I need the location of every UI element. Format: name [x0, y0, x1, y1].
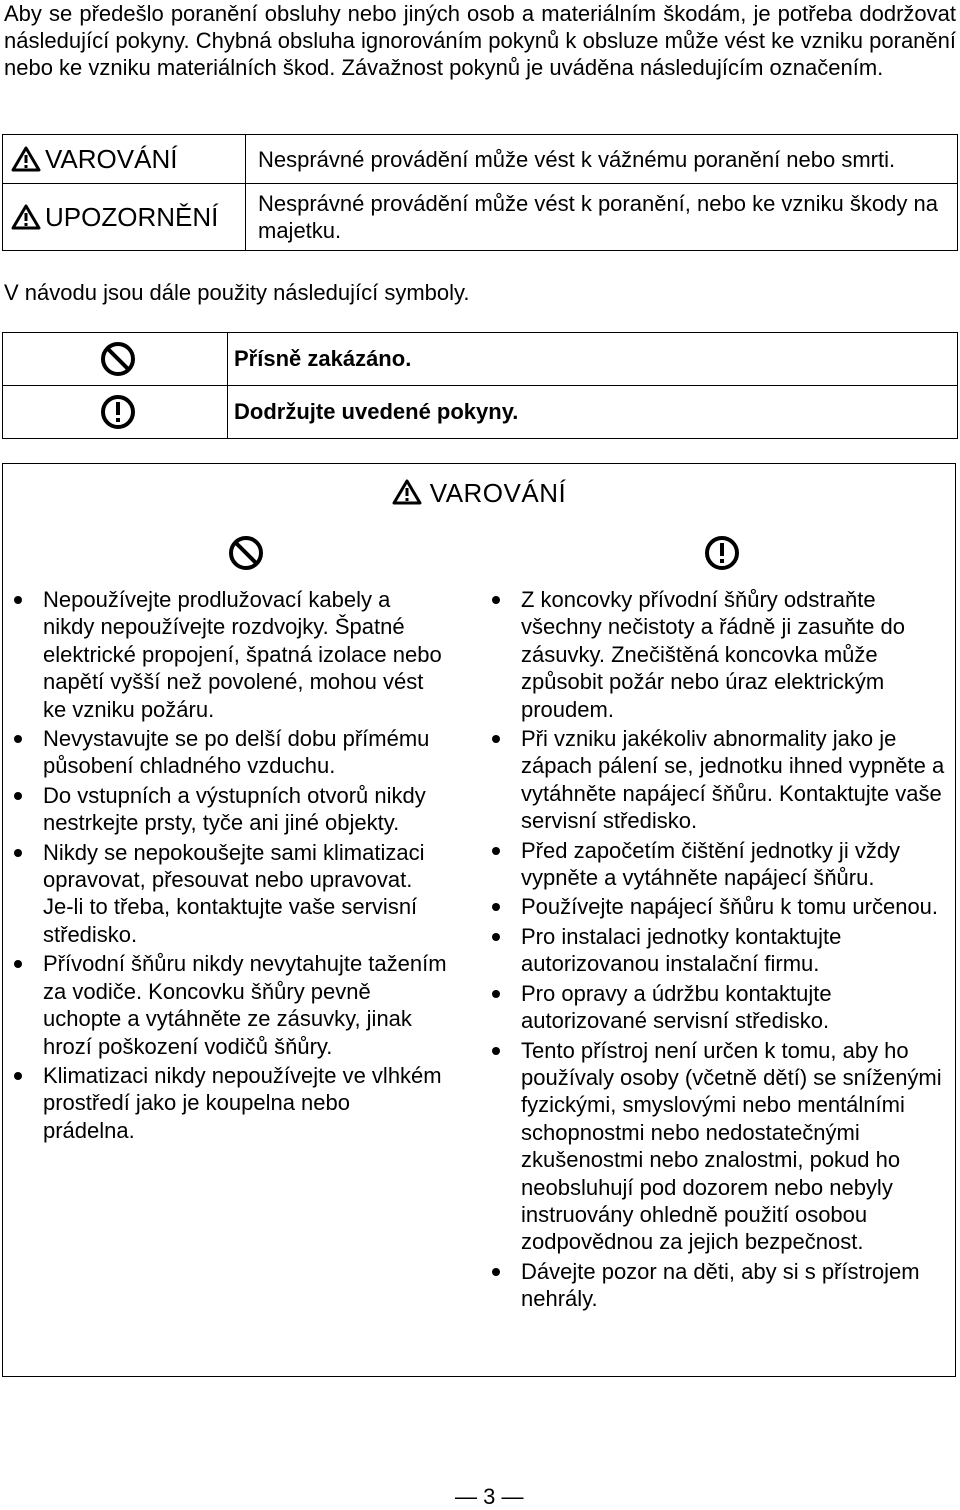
warning-triangle-icon — [11, 146, 41, 172]
list-item: Pro opravy a údržbu kontaktujte autorizované servisní středisko. — [485, 980, 945, 1035]
prohibited-icon — [99, 340, 137, 378]
mandatory-list — [485, 586, 945, 1315]
warning-triangle-icon — [11, 204, 41, 230]
symbol-row-prohibited — [3, 333, 958, 386]
symbols-intro: V návodu jsou dále použity následující symboly. — [4, 280, 470, 305]
list-item: Dávejte pozor na děti, aby si s přístrojem nehrály. — [485, 1258, 945, 1313]
list-item: Nevystavujte se po delší dobu přímému působení chladného vzduchu. — [7, 725, 447, 780]
severity-description-caution: Nesprávné provádění může vést k poranění, nebo ke vzniku škody na majetku. — [246, 184, 958, 251]
prohibited-icon — [227, 534, 265, 572]
list-item: Z koncovky přívodní šňůry odstraňte všechny nečistoty a řádně ji zasuňte do zásuvky. Znečištěná koncovka může způsobit požár nebo úraz elektrickým proudem. — [485, 586, 945, 723]
list-item: Klimatizaci nikdy nepoužívejte ve vlhkém prostředí jako je koupelna nebo prádelna. — [7, 1062, 447, 1144]
list-item: Přívodní šňůru nikdy nevytahujte tažením za vodiče. Koncovku šňůry pevně uchopte a vytáhněte ze zásuvky, jinak hrozí poškození vodičů šňůry. — [7, 950, 447, 1060]
severity-row-caution — [3, 184, 958, 251]
mandatory-exclamation-icon — [703, 534, 741, 572]
severity-levels-table — [2, 134, 958, 251]
symbol-text-mandatory: Dodržujte uvedené pokyny. — [228, 386, 958, 439]
list-item: Používejte napájecí šňůru k tomu určenou. — [485, 893, 945, 920]
symbol-row-mandatory — [3, 386, 958, 439]
severity-label-warning: VAROVÁNÍ — [45, 143, 178, 174]
severity-row-warning — [3, 135, 958, 184]
severity-description-warning: Nesprávné provádění může vést k vážnému poranění nebo smrti. — [246, 135, 958, 184]
list-item: Nepoužívejte prodlužovací kabely a nikdy nepoužívejte rozdvojky. Špatné elektrické propojení, špatná izolace nebo napětí vyšší než povolené, mohou vést ke vzniku požáru. — [7, 586, 447, 723]
severity-label-cell — [3, 135, 246, 184]
symbol-icon-cell — [3, 333, 228, 386]
list-item: Do vstupních a výstupních otvorů nikdy nestrkejte prsty, tyče ani jiné objekty. — [7, 782, 447, 837]
list-item: Při vzniku jakékoliv abnormality jako je zápach pálení se, jednotku ihned vypněte a vytáhněte napájecí šňůru. Kontaktujte vaše servisní středisko. — [485, 725, 945, 835]
warning-box — [2, 463, 956, 1377]
severity-label-cell — [3, 184, 246, 251]
warning-box-title-text: VAROVÁNÍ — [429, 478, 567, 508]
list-item: Nikdy se nepokoušejte sami klimatizaci opravovat, přesouvat nebo upravovat. Je-li to třeba, kontaktujte vaše servisní středisko. — [7, 839, 447, 949]
list-item: Pro instalaci jednotky kontaktujte autorizovanou instalační firmu. — [485, 923, 945, 978]
page-number: — 3 — — [455, 1484, 524, 1509]
warning-triangle-icon — [392, 479, 422, 505]
list-item: Tento přístroj není určen k tomu, aby ho používaly osoby (včetně dětí) se sníženými fyzickými, smyslovými nebo mentálními schopnostmi nebo nedostatečnými zkušenostmi nebo znalostmi, pokud ho neobsluhují pod dozorem nebo nebyly instruovány ohledně použití osobou zodpovědnou za jejich bezpečnost. — [485, 1037, 945, 1256]
mandatory-exclamation-icon — [99, 393, 137, 431]
prohibited-list — [7, 586, 447, 1146]
list-item: Před započetím čištění jednotky ji vždy vypněte a vytáhněte napájecí šňůru. — [485, 837, 945, 892]
intro-paragraph: Aby se předešlo poranění obsluhy nebo jiných osob a materiálním škodám, je potřeba dodržovat následující pokyny. Chybná obsluha ignorováním pokynů k obsluze může vést ke vzniku poranění nebo ke vzniku materiálních škod. Závažnost pokynů je uváděna následujícím označením. — [4, 1, 956, 80]
severity-label-caution: UPOZORNĚNÍ — [45, 201, 219, 232]
symbol-icon-cell — [3, 386, 228, 439]
warning-box-title — [3, 478, 955, 509]
symbols-table — [2, 332, 958, 439]
symbol-text-prohibited: Přísně zakázáno. — [228, 333, 958, 386]
